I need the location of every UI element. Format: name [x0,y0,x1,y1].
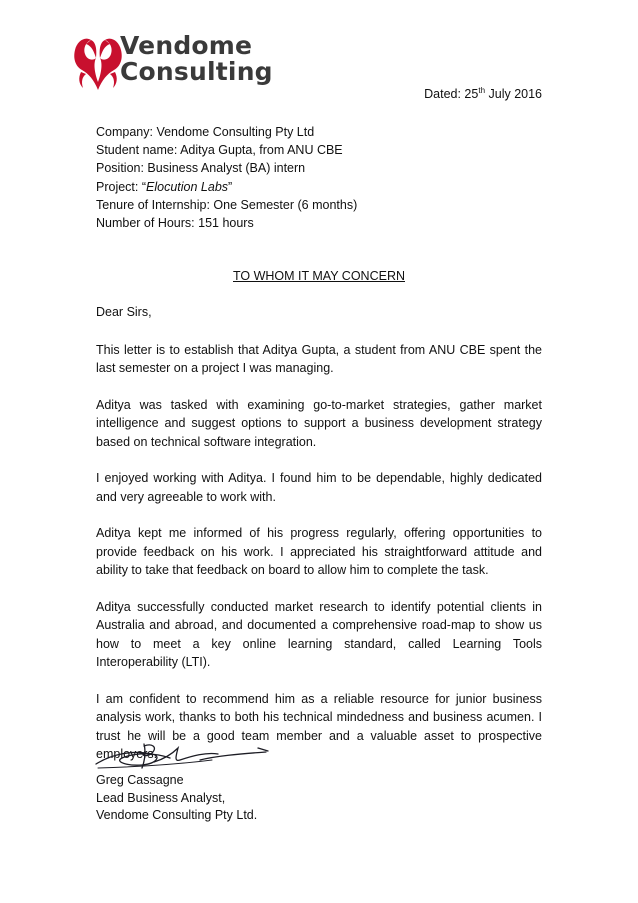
project-name: Elocution Labs [146,179,229,194]
signer-name: Greg Cassagne [96,773,184,787]
logo-wordmark-line1: Vendome [120,31,253,60]
signer-company: Vendome Consulting Pty Ltd. [96,808,258,822]
detail-tenure: Tenure of Internship: One Semester (6 months) [96,197,358,212]
date-label: Dated: 25 [424,87,479,102]
ram-horns-icon [72,30,124,98]
detail-hours: Number of Hours: 151 hours [96,216,254,231]
internship-details [96,123,556,232]
detail-position: Position: Business Analyst (BA) intern [96,161,306,176]
body-paragraph: This letter is to establish that Aditya Gupta, a student from ANU CBE spent the last semester on a project I was managing. [96,342,542,375]
letter-subject: TO WHOM IT MAY CONCERN [233,269,405,283]
logo-wordmark-line2: Consulting [120,57,273,86]
detail-project [96,178,556,196]
signer-title: Lead Business Analyst, [96,790,226,805]
salutation: Dear Sirs, [96,305,152,319]
body-paragraph: Aditya successfully conducted market research to identify potential clients in Australia and abroad, and documented a comprehensive road-map to show us how to meet a key online learning standard, called Learning Tools Interoperability (LTI). [96,599,542,669]
handwritten-signature [92,738,272,772]
body-paragraph: I am confident to recommend him as a reliable resource for junior business analysis work, thanks to both his technical mindedness and business acumen. I trust he will be a good team member and a valuable asset to prospective employers. [96,691,542,761]
body-paragraph: Aditya kept me informed of his progress regularly, offering opportunities to provide feedback on his work. I appreciated his straightforward attitude and ability to take that feedback on board to allow him to complete the task. [96,526,542,577]
company-logo [72,30,273,98]
date-month-year: July 2016 [485,87,542,102]
detail-student: Student name: Aditya Gupta, from ANU CBE [96,143,343,158]
letter-body [96,303,542,782]
body-paragraph: Aditya was tasked with examining go-to-market strategies, gather market intelligence and suggest options to support a business development strategy based on technical software integration. [96,397,542,449]
project-prefix: Project: “ [96,179,147,194]
signoff-block [96,772,257,825]
date-ordinal-suffix: th [478,86,486,95]
project-suffix: ” [228,179,233,194]
detail-company: Company: Vendome Consulting Pty Ltd [96,125,315,139]
body-paragraph: I enjoyed working with Aditya. I found him to be dependable, highly dedicated and very agreeable to work with. [96,471,542,504]
letter-date [424,86,542,101]
